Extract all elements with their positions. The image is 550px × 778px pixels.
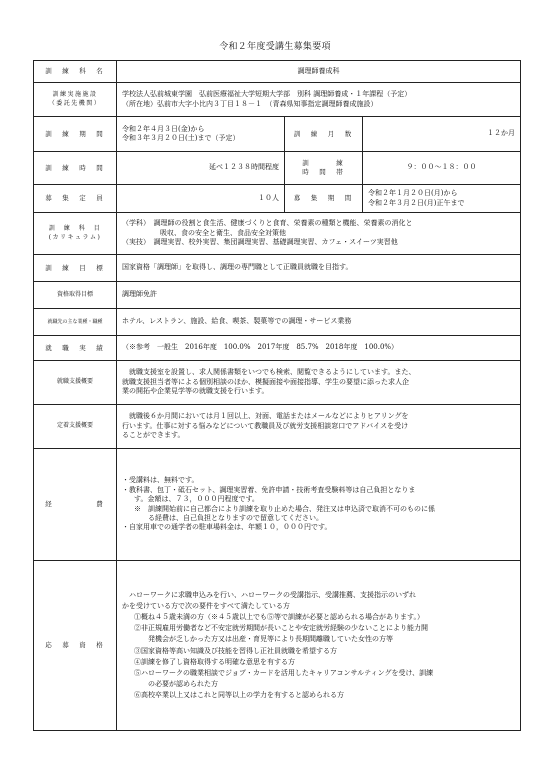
row-course-name [34,61,521,83]
time-band-label: 訓 練 時 間 帯 [285,152,363,185]
record-label: 就 職 実 績 [34,336,117,361]
row-retention [34,405,521,449]
job-support-label: 就職支援概要 [34,361,117,405]
institution-label: 訓練実施施設 （委託先機関） [34,83,117,117]
license-label: 資格取得目標 [34,282,117,309]
recruitment-table [33,60,521,731]
row-period [34,117,521,152]
row-eligibility [34,561,521,731]
eligibility-item: ⑥高校卒業以上又はこれと同等以上の学力を有すると認められる方 [134,691,344,700]
row-recruit [34,185,521,213]
document-title: 令和２年度受講生募集要項 [219,42,331,52]
hours-label: 訓 練 時 間 [34,152,117,185]
eligibility-item: ⑤ハローワークの職業相談でジョブ・カードを活用したキャリアコンサルティングを受け、訓練 [134,668,434,677]
goal-label: 訓 練 目 標 [34,255,117,282]
course-name-value: 調理師養成科 [117,61,521,83]
months-label: 訓 練 月 数 [285,117,363,152]
row-goal [34,255,521,282]
jobs-label: 就職先の主な業種・職種 [34,309,117,336]
eligibility-item: ④訓練を修了し資格取得する明確な意思を有する方 [134,657,295,666]
row-subjects [34,213,521,255]
row-cost [34,449,521,561]
subjects-label: 訓 練 科 目 (カリキュラム) [34,213,117,255]
cost-label: 経 費 [34,449,117,561]
row-jobs [34,309,521,336]
months-value: １２か月 [363,117,521,152]
eligibility-item: ③国家資格等高い知識及び技能を習得し正社員就職を希望する方 [134,646,337,655]
eligibility-label: 応 募 資 格 [34,561,117,731]
period-label: 訓 練 期 間 [34,117,117,152]
institution-value: 学校法人弘前城東学園 弘前医療福祉大学短期大学部 別科 調理師養成・１年課程（予定） （所在地）弘前市大字小比内３丁目１８－１ （青森県知事指定調理師養成施設） [117,83,521,117]
record-value: （※参考 一般生 2016年度 100.0% 2017年度 85.7% 2018年度 100.0%） [117,336,521,361]
license-value: 調理師免許 [117,282,521,309]
retention-label: 定着支援概要 [34,405,117,449]
row-license [34,282,521,309]
recruit-period-label: 募 集 期 間 [285,185,363,213]
row-hours [34,152,521,185]
job-support-value: 就職支援室を設置し、求人関係書類をいつでも検索、閲覧できるようにしています。また、 就職支援担当者等による個別相談のほか、模擬面接や面接指導、学生の要望に添った求人企 業の開拓や企業見学等の就職支援を行います。 [117,361,521,405]
course-name-label: 訓 練 科 名 [34,61,117,83]
row-record [34,336,521,361]
eligibility-item: ②非正規雇用労働者など不安定就労期間が長いことや安定就労経験の少ないことにより能力開 [134,624,428,633]
capacity-label: 募 集 定 員 [34,185,117,213]
recruit-period-value: 令和２年１月２０日(月)から 令和２年３月２日(月)正午まで [363,185,521,213]
eligibility-item: ①概ね４５歳未満の方（※４５歳以上でも⑤等で訓練が必要と認められる場合があります。） [134,612,424,621]
period-value: 令和２年４月３日(金)から 令和３年３月２０日(土)まで（予定） [117,117,285,152]
eligibility-value: ハローワークに求職申込みを行い、ハローワークの受講指示、受講推薦、支援指示のいずれ かを受けている方で次の要件をすべて満たしている方 ①概ね４５歳未満の方（※４５歳以上でも⑤等で訓練が必要と認められる場合があります。） ②非正規雇用労働者など不安定就労期間が長いことや安定就労経験の少ないことにより能力開 発機会が乏しかった方又は出産・育児等により長期間離職していた女性の方等 ③国家資格等高い知識及び技能を習得し正社員就職を希望する方 ④訓練を修了し資格取得する明確な意思を有する方 ⑤ハローワークの職業相談でジョブ・カードを活用したキャリアコンサルティングを受け、訓練 の必要が認められた方 ⑥高校卒業以上又はこれと同等以上の学力を有すると認められる方 [117,561,521,731]
jobs-value: ホテル、レストラン、施設、給食、喫茶、製菓等での調理・サービス業務 [117,309,521,336]
goal-value: 国家資格「調理師」を取得し、調理の専門職として正職員就職を目指す。 [117,255,521,282]
time-band-value: ９：００～１８：００ [363,152,521,185]
hours-value: 延べ１２３８時間程度 [117,152,285,185]
retention-value: 就職後６か月間においては月１回以上、対面、電話またはメールなどによりヒアリングを 行います。仕事に対する悩みなどについて教職員及び就労支援相談窓口でアドバイスを受け ることができます。 [117,405,521,449]
cost-value: ・受講料は、無料です。 ・教科書、包丁・砥石セット、調理実習着、免許申請・技術考査受験料等は自己負担となりま す。金額は、７３，０００円程度です。 ※ 訓練開始前に自己都合により訓練を取り止めた場合、発注又は申込済で取消不可のものに係 る経費は、自己負担となりますので留意してください。 ・自家用車での通学者の駐車場料金は、年額１０，０００円です。 [117,449,521,561]
subjects-value: （学科） 調理師の役割と食生活、健康づくりと食育、栄養素の種類と機能、栄養素の消化と 吸収、食の安全と衛生、食品安全対策他 （実技） 調理実習、校外実習、集団調理実習、基礎調理実習、カフェ・スイーツ実習他 [117,213,521,255]
row-job-support [34,361,521,405]
capacity-value: １０人 [117,185,285,213]
row-institution [34,83,521,117]
